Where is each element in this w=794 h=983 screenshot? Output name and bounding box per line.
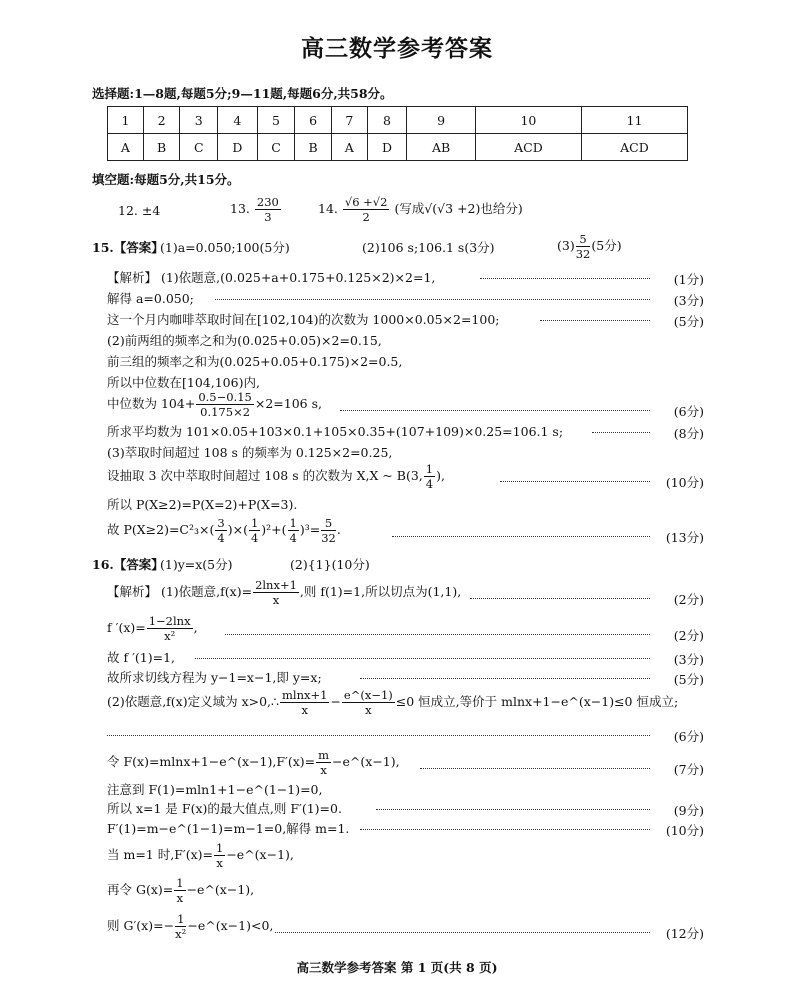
q16-l13-fraction	[175, 912, 186, 941]
fraction-denominator: x	[365, 703, 372, 717]
q16-line-13	[107, 912, 273, 941]
q16-line-8: 注意到 F(1)=mln1+1−e^(1−1)=0,	[107, 782, 323, 797]
q16-line-7	[107, 748, 400, 777]
points-label: (6分)	[673, 729, 704, 744]
fraction-numerator: m	[318, 748, 330, 762]
median-post: ×2=106 s,	[254, 396, 322, 411]
answer-table-numbers-row	[108, 107, 688, 134]
leader-dots	[592, 432, 650, 433]
median-pre: 中位数为 104+	[107, 396, 196, 411]
leader-dots	[360, 829, 650, 830]
answer-table-answers-row	[108, 134, 688, 161]
q16-l5-pre: (2)依题意,f(x)定义域为 x>0,∴	[107, 694, 279, 709]
q15-line-4: (2)前两组的频率之和为(0.025+0.05)×2=0.15,	[107, 333, 382, 348]
q16-line-3: 故 f ′(1)=1,	[107, 650, 176, 665]
q15-line-6: 所以中位数在[104,106)内,	[107, 375, 260, 390]
q16-l13-post: −e^(x−1)<0,	[187, 918, 274, 933]
q16-l5-fraction-1	[280, 688, 329, 717]
fill-answer-12: 12. ±4	[118, 203, 161, 218]
fraction-denominator: 2	[362, 210, 370, 224]
q15-ans1: (1)a=0.050;100(5分)	[160, 240, 290, 255]
q16-line-2	[107, 614, 198, 643]
fraction-denominator: 32	[321, 531, 336, 545]
leader-dots	[195, 658, 650, 659]
q15-ans3-post: (5分)	[591, 238, 622, 253]
q16-line-4: 故所求切线方程为 y−1=x−1,即 y=x;	[107, 670, 322, 685]
final-fraction-3	[288, 516, 299, 545]
final-fraction-2	[249, 516, 260, 545]
leader-dots	[500, 481, 650, 482]
final-pre: 故 P(X≥2)=C²₃×	[107, 522, 210, 537]
q15-ans2: (2)106 s;106.1 s(3分)	[362, 240, 495, 255]
leader-dots	[470, 598, 650, 599]
leader-dots	[480, 278, 650, 279]
q16-l2-fraction	[147, 614, 193, 643]
fraction-numerator: 5	[576, 232, 591, 247]
points-label: (7分)	[673, 762, 704, 777]
q16-line-1	[107, 578, 461, 607]
fraction-denominator: 3	[264, 210, 272, 224]
points-label: (5分)	[673, 314, 704, 329]
setx-fraction	[424, 462, 435, 491]
fraction-denominator: 32	[575, 247, 591, 261]
fraction-denominator: x	[320, 763, 327, 777]
fraction-numerator: 1	[176, 876, 184, 890]
question-number-cell: 7	[331, 107, 367, 134]
q16-l1-fraction	[253, 578, 299, 607]
fraction-numerator: 230	[256, 195, 279, 209]
leader-dots	[376, 809, 650, 810]
fraction-denominator: x	[272, 593, 280, 607]
question-number-cell: 2	[143, 107, 179, 134]
choice-header: 选择题:1—8题,每题5分;9—11题,每题6分,共58分。	[92, 86, 393, 101]
answer-cell: A	[331, 134, 367, 161]
answer-cell: B	[143, 134, 179, 161]
final-fraction-1	[215, 516, 226, 545]
leader-dots	[420, 768, 650, 769]
fraction-numerator: 1−2lnx	[148, 614, 191, 628]
points-label: (13分)	[665, 530, 704, 545]
setx-pre: 设抽取 3 次中萃取时间超过 108 s 的次数为 X,X ~ B(3,	[107, 468, 423, 483]
q16-line-9: 所以 x=1 是 F(x)的最大值点,则 F′(1)=0.	[107, 801, 342, 816]
answer-cell: C	[257, 134, 295, 161]
leader-dots	[107, 735, 650, 736]
fraction-numerator: 1	[250, 516, 259, 530]
q15-part3-line: (3)萃取时间超过 108 s 的频率为 0.125×2=0.25,	[107, 445, 393, 460]
points-label: (9分)	[673, 803, 704, 818]
fraction-denominator: 0.175×2	[200, 405, 251, 419]
q13-label: 13.	[230, 201, 250, 216]
q16-line-11	[107, 841, 294, 870]
q15-line-2: 解得 a=0.050;	[107, 291, 194, 306]
q16-l11-fraction	[214, 841, 225, 870]
q15-line-5: 前三组的频率之和为(0.025+0.05+0.175)×2=0.5,	[107, 354, 403, 369]
fraction-denominator: x	[216, 856, 223, 870]
answer-cell: AB	[407, 134, 476, 161]
fraction-numerator: 1	[177, 912, 185, 926]
question-number-cell: 10	[475, 107, 581, 134]
q15-setx-line	[107, 462, 445, 491]
points-label: (2分)	[673, 628, 704, 643]
points-label: (2分)	[673, 592, 704, 607]
points-label: (3分)	[673, 652, 704, 667]
q16-ans1: (1)y=x(5分)	[160, 557, 233, 572]
fraction-numerator: 1	[289, 516, 297, 530]
q16-l2-post: ,	[193, 620, 198, 635]
q16-l13-pre: 则 G′(x)=−	[107, 918, 175, 933]
leader-dots	[540, 320, 650, 321]
q16-l12-post: −e^(x−1),	[186, 882, 255, 897]
question-number-cell: 11	[581, 107, 687, 134]
q16-l5-fraction-2	[342, 688, 395, 717]
leader-dots	[225, 634, 650, 635]
fraction-denominator: 4	[289, 531, 297, 545]
answer-cell: D	[367, 134, 406, 161]
question-number-cell: 9	[407, 107, 476, 134]
fraction-numerator: 2lnx+1	[255, 578, 297, 592]
fraction-numerator: 1	[216, 841, 224, 855]
q15-sum-line: 所以 P(X≥2)=P(X=2)+P(X=3).	[107, 497, 298, 512]
fraction-denominator: x	[176, 891, 184, 905]
fraction-denominator: 4	[217, 531, 225, 545]
fraction-denominator: 4	[425, 477, 434, 491]
q14-fraction	[343, 195, 390, 224]
q16-l12-pre: 再令 G(x)=	[107, 882, 174, 897]
question-number-cell: 5	[257, 107, 295, 134]
q16-l11-post: −e^(x−1),	[226, 847, 294, 862]
q15-final-line: 故 P(X≥2)=C²₃×( $\frac{3}{4}$ )×( $\frac{1}{4}$ )²+( $\frac{1}{4}$ )³= $\frac{5}{32}$ .	[107, 516, 341, 545]
q15-line-1: 【解析】 (1)依题意,(0.025+a+0.175+0.125×2)×2=1,	[107, 270, 436, 285]
answer-cell: ACD	[475, 134, 581, 161]
leader-dots	[215, 299, 650, 300]
q16-answer-line	[92, 557, 164, 573]
q16-l2-pre: f ′(x)=	[107, 620, 146, 635]
fraction-numerator: 0.5−0.15	[198, 390, 252, 404]
fill-answer-14	[318, 195, 523, 224]
points-label: (8分)	[673, 426, 704, 441]
fill-header: 填空题:每题5分,共15分。	[92, 172, 240, 187]
question-number-cell: 4	[218, 107, 257, 134]
points-label: (5分)	[673, 672, 704, 687]
q13-fraction	[255, 195, 281, 224]
fraction-numerator: e^(x−1)	[343, 688, 393, 702]
final-result-fraction	[321, 516, 336, 545]
leader-dots	[275, 932, 650, 933]
fraction-denominator: 4	[250, 531, 259, 545]
q16-line-10: F′(1)=m−e^(1−1)=m−1=0,解得 m=1.	[107, 821, 350, 836]
points-label: (10分)	[665, 823, 704, 838]
question-number-cell: 3	[180, 107, 218, 134]
q15-median-line	[107, 390, 322, 419]
q16-l7-post: −e^(x−1),	[332, 754, 400, 769]
q15-line-3: 这一个月内咖啡萃取时间在[102,104)的次数为 1000×0.05×2=100;	[107, 312, 500, 327]
fraction-denominator: x²	[175, 927, 187, 941]
q16-l1-pre: 【解析】 (1)依题意,f(x)=	[107, 584, 253, 599]
q16-label: 16.【答案】	[92, 557, 164, 572]
q16-line-5	[107, 688, 678, 717]
median-fraction	[196, 390, 254, 419]
q16-l11-pre: 当 m=1 时,F′(x)=	[107, 847, 213, 862]
fraction-numerator: √6 +√2	[344, 195, 388, 209]
q16-l1-post: ,则 f(1)=1,所以切点为(1,1),	[299, 584, 462, 599]
q14-note: (写成√(√3 +2)也给分)	[394, 201, 523, 216]
page-title: 高三数学参考答案	[301, 35, 493, 62]
answer-table	[107, 106, 688, 161]
q15-ans3-fraction	[576, 232, 591, 261]
q16-l5-post: ≤0 恒成立,等价于 mlnx+1−e^(x−1)≤0 恒成立;	[395, 694, 679, 709]
points-label: (12分)	[665, 926, 704, 941]
q15-answer-line	[92, 240, 164, 256]
q15-ans3-pre: (3)	[557, 238, 575, 253]
answer-cell: D	[218, 134, 257, 161]
points-label: (1分)	[673, 272, 704, 287]
question-number-cell: 8	[367, 107, 406, 134]
q14-label: 14.	[318, 201, 338, 216]
q16-l7-fraction	[316, 748, 331, 777]
q16-l12-fraction	[174, 876, 185, 905]
answer-cell: C	[180, 134, 218, 161]
q16-ans2: (2){1}(10分)	[290, 557, 370, 572]
q16-l5-mid: −	[330, 694, 341, 709]
fraction-numerator: 5	[321, 516, 336, 531]
fraction-denominator: x²	[164, 629, 176, 643]
points-label: (3分)	[673, 293, 704, 308]
answer-cell: B	[295, 134, 331, 161]
leader-dots	[360, 678, 650, 679]
fraction-denominator: x	[301, 703, 308, 717]
q15-mean-line: 所求平均数为 101×0.05+103×0.1+105×0.35+(107+109)×0.25=106.1 s;	[107, 424, 564, 439]
q15-ans3	[557, 232, 622, 261]
fraction-numerator: 3	[217, 516, 225, 530]
answer-cell: A	[108, 134, 144, 161]
question-number-cell: 1	[108, 107, 144, 134]
setx-post: ),	[436, 468, 445, 483]
question-number-cell: 6	[295, 107, 331, 134]
points-label: (6分)	[673, 404, 704, 419]
page-footer: 高三数学参考答案 第 1 页(共 8 页)	[296, 960, 498, 975]
fraction-numerator: 1	[425, 462, 434, 476]
q16-l7-pre: 令 F(x)=mlnx+1−e^(x−1),F′(x)=	[107, 754, 316, 769]
q15-label: 15.【答案】	[92, 240, 164, 255]
fill-answer-13	[230, 195, 282, 224]
points-label: (10分)	[665, 475, 704, 490]
q16-line-12	[107, 876, 254, 905]
leader-dots	[392, 536, 650, 537]
fraction-numerator: mlnx+1	[282, 688, 328, 702]
answer-cell: ACD	[581, 134, 687, 161]
leader-dots	[340, 410, 650, 411]
